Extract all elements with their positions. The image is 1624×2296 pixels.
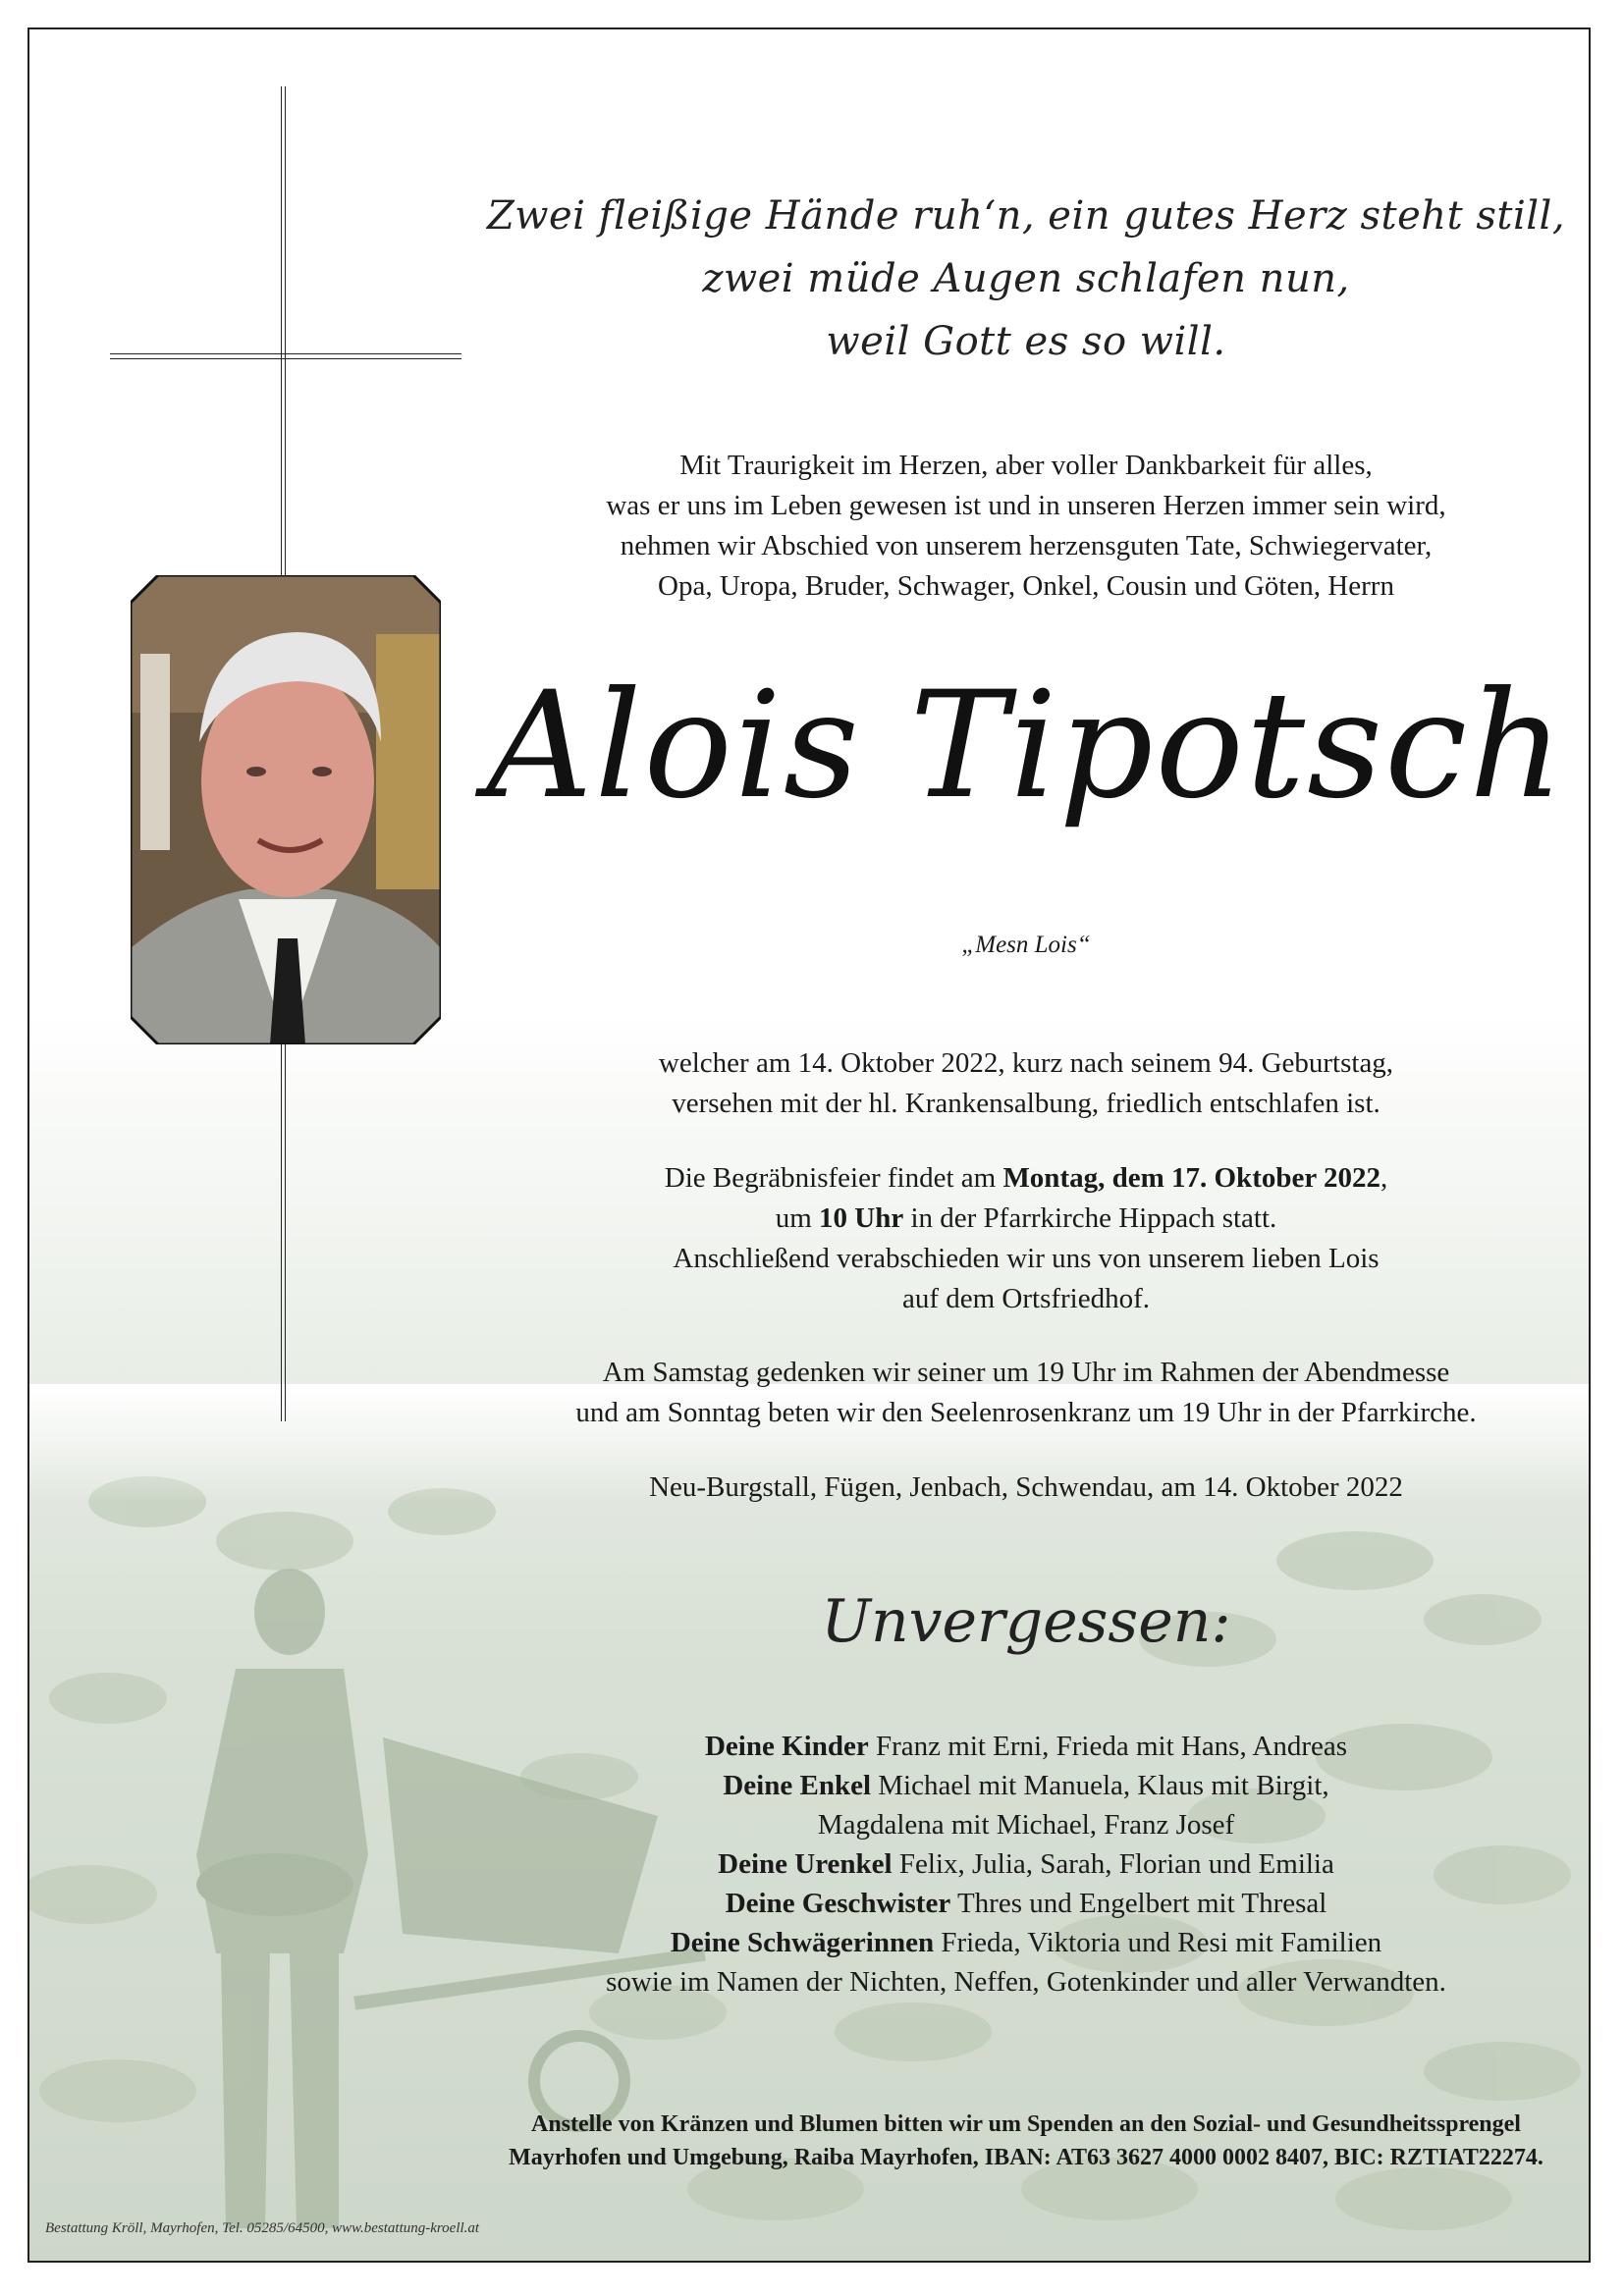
- cross-horizontal-bar: [110, 353, 461, 359]
- verse-line: Zwei fleißige Hände ruh‘n, ein gutes Herz steht still,: [486, 193, 1566, 239]
- verse: [471, 185, 1581, 373]
- funeral-line: um 10 Uhr in der Pfarrkirche Hippach statt.: [775, 1202, 1277, 1234]
- donation-line: Anstelle von Kränzen und Blumen bitten wir um Spenden an den Sozial- und Gesundheitssprengel: [531, 2111, 1521, 2137]
- prayer-line: Am Samstag gedenken wir seiner um 19 Uhr im Rahmen der Abendmesse: [602, 1357, 1450, 1388]
- relatives-line: Magdalena mit Michael, Franz Josef: [817, 1809, 1235, 1841]
- relatives-line: Deine Kinder Franz mit Erni, Frieda mit Hans, Andreas: [704, 1731, 1347, 1762]
- funeral-time: 10 Uhr: [819, 1202, 904, 1234]
- place-date: Neu-Burgstall, Fügen, Jenbach, Schwendau, am 14. Oktober 2022: [649, 1471, 1403, 1503]
- relatives-line: sowie im Namen der Nichten, Neffen, Gotenkinder und aller Verwandten.: [606, 1966, 1446, 1998]
- intro-line: nehmen wir Abschied von unserem herzensguten Tate, Schwiegervater,: [620, 530, 1433, 561]
- passing-line: versehen mit der hl. Krankensalbung, friedlich entschlafen ist.: [672, 1088, 1380, 1119]
- intro-line: Opa, Uropa, Bruder, Schwager, Onkel, Cousin und Göten, Herrn: [658, 570, 1394, 602]
- funeral-line: Die Begräbnisfeier findet am Montag, dem 17. Oktober 2022,: [664, 1162, 1388, 1194]
- relatives-line: Deine Schwägerinnen Frieda, Viktoria und Resi mit Familien: [670, 1927, 1382, 1958]
- portrait-photo: [131, 575, 441, 1044]
- funeral-home-footer: Bestattung Kröll, Mayrhofen, Tel. 05285/64500, www.bestattung-kroell.at: [45, 2220, 480, 2236]
- donation-note: [471, 2108, 1581, 2174]
- deceased-name: Alois Tipotsch: [486, 661, 1566, 831]
- unvergessen-heading: Unvergessen:: [821, 1587, 1231, 1656]
- intro-line: was er uns im Leben gewesen ist und in unseren Herzen immer sein wird,: [606, 490, 1446, 521]
- relatives-line: Deine Urenkel Felix, Julia, Sarah, Florian und Emilia: [718, 1848, 1334, 1880]
- passing-line: welcher am 14. Oktober 2022, kurz nach seinem 94. Geburtstag,: [658, 1047, 1394, 1079]
- funeral-line: Anschließend verabschieden wir uns von unserem lieben Lois: [673, 1243, 1380, 1274]
- funeral-date: Montag, dem 17. Oktober 2022: [1002, 1162, 1380, 1194]
- prayer-line: und am Sonntag beten wir den Seelenrosenkranz um 19 Uhr in der Pfarrkirche.: [575, 1397, 1477, 1428]
- relatives-list: [471, 1727, 1581, 2002]
- prayer-text: [471, 1353, 1581, 1433]
- verse-line: weil Gott es so will.: [826, 319, 1226, 364]
- page-frame: [27, 27, 1591, 2263]
- donation-line: Mayrhofen und Umgebung, Raiba Mayrhofen, IBAN: AT63 3627 4000 0002 8407, BIC: RZTIAT22274.: [509, 2145, 1543, 2170]
- intro-text: [471, 446, 1581, 607]
- relatives-line: Deine Enkel Michael mit Manuela, Klaus mit Birgit,: [723, 1770, 1329, 1801]
- intro-line: Mit Traurigkeit im Herzen, aber voller Dankbarkeit für alles,: [679, 450, 1373, 481]
- relatives-line: Deine Geschwister Thres und Engelbert mit Thresal: [725, 1888, 1327, 1919]
- verse-line: zwei müde Augen schlafen nun,: [702, 256, 1350, 301]
- funeral-line: auf dem Ortsfriedhof.: [901, 1283, 1151, 1314]
- passing-text: [471, 1043, 1581, 1124]
- funeral-text: [471, 1158, 1581, 1319]
- nickname: „Mesn Lois“: [961, 932, 1091, 958]
